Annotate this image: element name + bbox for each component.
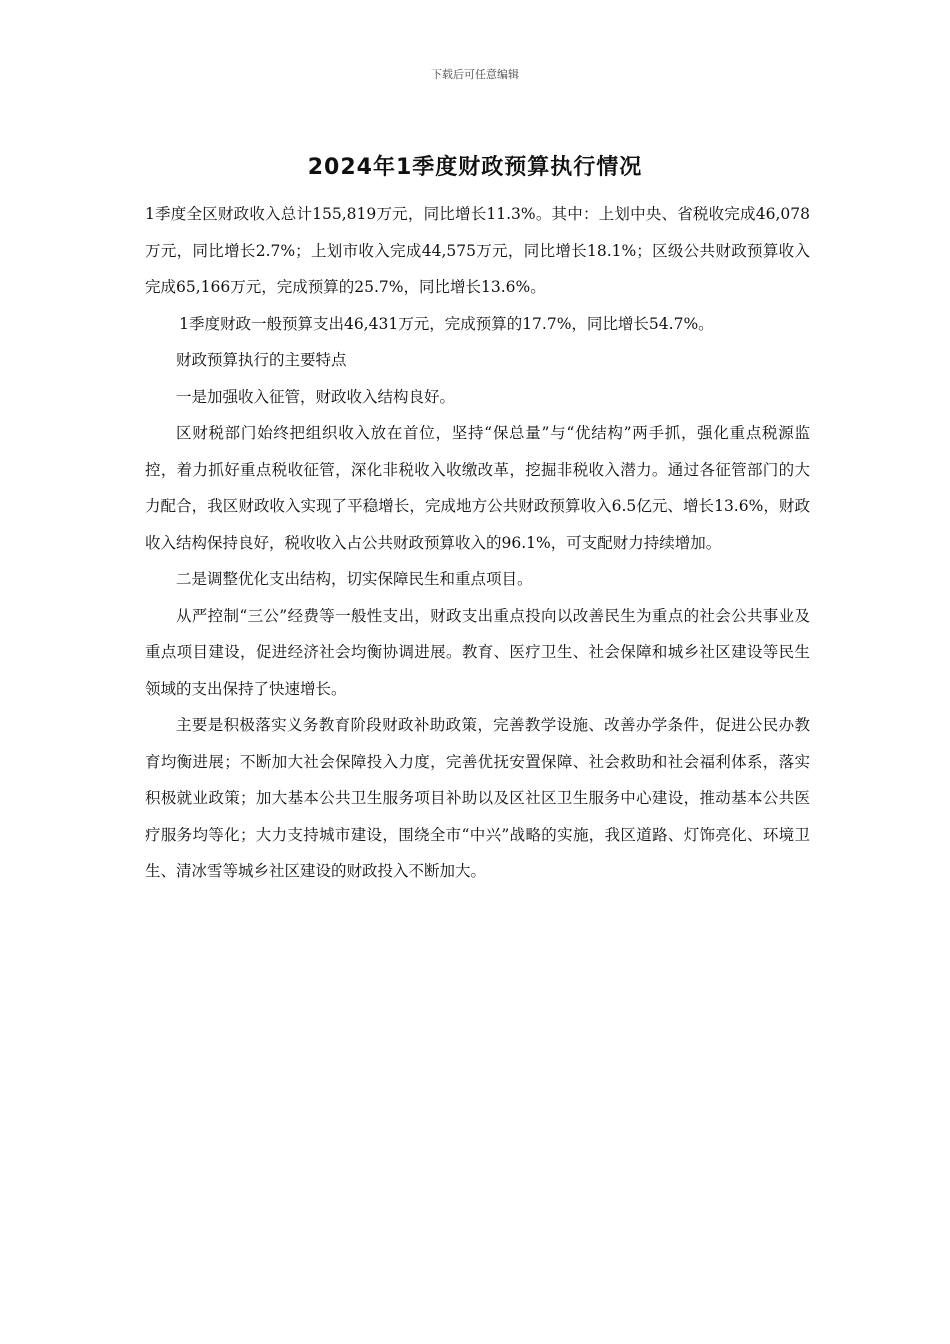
document-title: 2024年1季度财政预算执行情况: [307, 155, 643, 180]
paragraph-expenditure-summary: 1季度财政一般预算支出46,431万元，完成预算的17.7%，同比增长54.7%。: [179, 314, 714, 333]
point-two-heading: 二是调整优化支出结构，切实保障民生和重点项目。: [176, 570, 533, 588]
document-body: [145, 196, 810, 890]
section-heading-features: 财政预算执行的主要特点: [176, 351, 347, 369]
header-note: 下载后可任意编辑: [431, 68, 519, 81]
point-one-heading: 一是加强收入征管，财政收入结构良好。: [176, 387, 456, 406]
paragraph-revenue-summary: 1季度全区财政收入总计155,819万元，同比增长11.3%。其中：上划中央、省税收完成46,078万元，同比增长2.7%；上划市收入完成44,575万元，同比增长18.1%；区级公共财政预算收入完成65,166万元，完成预算的25.7%，同比增长13.6%。: [145, 205, 810, 296]
point-two-body: 从严控制“三公”经费等一般性支出，财政支出重点投向以改善民生为重点的社会公共事业及重点项目建设，促进经济社会均衡协调进展。教育、医疗卫生、社会保障和城乡社区建设等民生领域的支出保持了快速增长。: [145, 606, 810, 698]
point-one-body: 区财税部门始终把组织收入放在首位，坚持“保总量”与“优结构”两手抓，强化重点税源监控，着力抓好重点税收征管，深化非税收入收缴改革，挖掘非税收入潜力。通过各征管部门的大力配合，我区财政收入实现了平稳增长，完成地方公共财政预算收入6.5亿元、增长13.6%，财政收入结构保持良好，税收收入占公共财政预算收入的96.1%，可支配财力持续增加。: [145, 424, 810, 552]
point-two-details: 主要是积极落实义务教育阶段财政补助政策，完善教学设施、改善办学条件，促进公民办教育均衡进展；不断加大社会保障投入力度，完善优抚安置保障、社会救助和社会福利体系，落实积极就业政策；加大基本公共卫生服务项目补助以及区社区卫生服务中心建设，推动基本公共医疗服务均等化；大力支持城市建设，围绕全市“中兴”战略的实施，我区道路、灯饰亮化、环境卫生、清冰雪等城乡社区建设的财政投入不断加大。: [145, 716, 810, 880]
